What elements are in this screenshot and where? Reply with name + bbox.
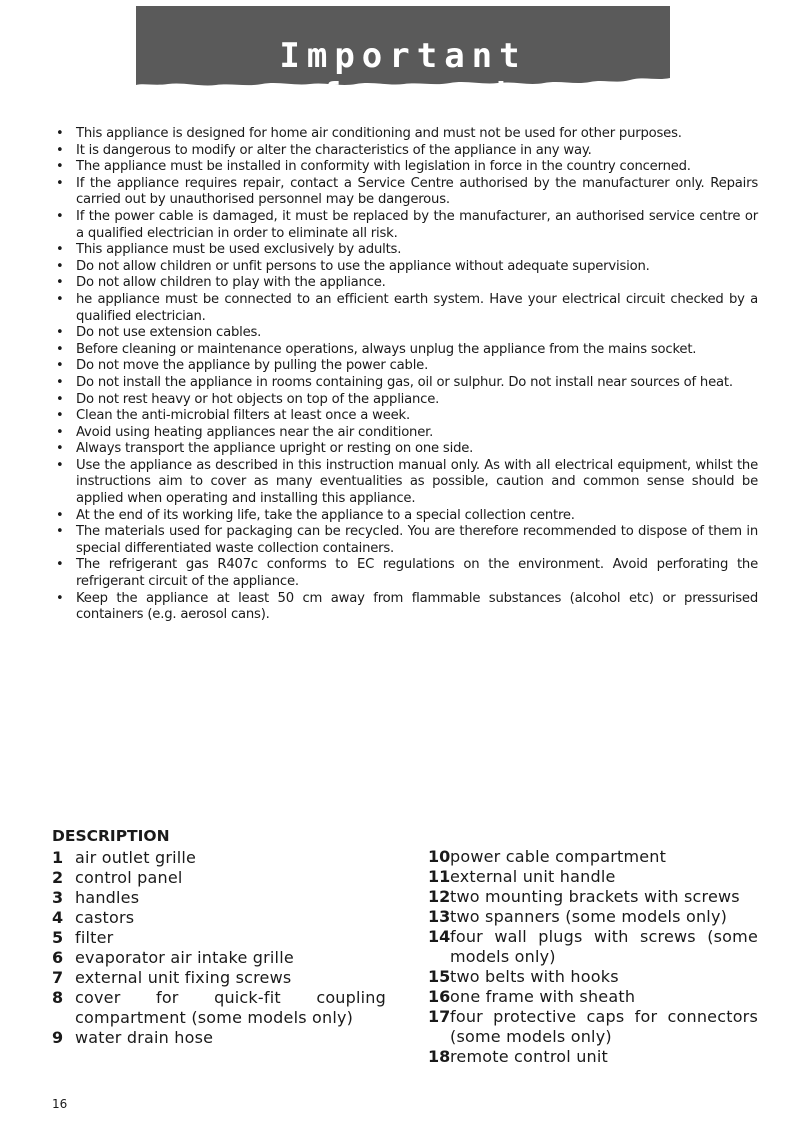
description-item [52, 948, 386, 968]
item-label: two spanners (some models only) [450, 907, 728, 926]
page-title: Important safeguards [265, 36, 541, 116]
item-number: 10 [428, 847, 451, 866]
item-number: 13 [428, 907, 451, 926]
safeguard-item: • The materials used for packaging can be recycled. You are therefore recommended to dispose of them in special differentiated waste collection containers. [52, 524, 758, 557]
safeguard-item: • This appliance is designed for home air conditioning and must not be used for other purposes. [52, 126, 758, 143]
item-number: 6 [52, 948, 64, 967]
item-label: castors [75, 908, 135, 927]
safeguard-item: • Keep the appliance at least 50 cm away from flammable substances (alcohol etc) or pressurised containers (e.g. aerosol cans). [52, 591, 758, 624]
description-item [52, 988, 386, 1028]
description-item [428, 927, 758, 967]
item-label: filter [75, 928, 114, 947]
item-label: two belts with hooks [450, 967, 619, 986]
item-number: 14 [428, 927, 451, 946]
safeguard-item: • The appliance must be installed in conformity with legislation in force in the country concerned. [52, 159, 758, 176]
item-number: 17 [428, 1007, 451, 1026]
description-item [52, 1028, 386, 1048]
item-number: 5 [52, 928, 64, 947]
item-number: 11 [428, 867, 451, 886]
description-item [428, 847, 758, 867]
item-label: power cable compartment [450, 847, 667, 866]
item-label: external unit handle [450, 867, 616, 886]
item-number: 12 [428, 887, 451, 906]
safeguard-item: • Do not allow children or unfit persons to use the appliance without adequate supervision. [52, 259, 758, 276]
description-list-left [52, 848, 386, 1048]
description-item [428, 1047, 758, 1067]
item-number: 4 [52, 908, 64, 927]
item-number: 3 [52, 888, 64, 907]
description-heading: DESCRIPTION [52, 827, 170, 845]
item-label: remote control unit [450, 1047, 608, 1066]
safeguard-item: • Avoid using heating appliances near the air conditioner. [52, 425, 758, 442]
item-label: four wall plugs with screws (some models only) [450, 927, 758, 966]
item-number: 16 [428, 987, 451, 1006]
safeguard-item: • Do not rest heavy or hot objects on top of the appliance. [52, 392, 758, 409]
item-label: four protective caps for connectors (some models only) [450, 1007, 758, 1046]
safeguard-item: • Always transport the appliance upright or resting on one side. [52, 441, 758, 458]
item-number: 8 [52, 988, 64, 1007]
item-label: external unit fixing screws [75, 968, 292, 987]
item-number: 1 [52, 848, 64, 867]
description-item [428, 907, 758, 927]
description-item [428, 887, 758, 907]
description-item [52, 868, 386, 888]
safeguard-item: • Do not install the appliance in rooms containing gas, oil or sulphur. Do not install near sources of heat. [52, 375, 758, 392]
description-item [428, 1007, 758, 1047]
safeguard-item: • Do not use extension cables. [52, 325, 758, 342]
safeguard-item: • At the end of its working life, take the appliance to a special collection centre. [52, 508, 758, 525]
safeguard-item: • It is dangerous to modify or alter the characteristics of the appliance in any way. [52, 143, 758, 160]
description-list-right [428, 847, 758, 1067]
item-label: control panel [75, 868, 183, 887]
description-item [52, 888, 386, 908]
item-label: water drain hose [75, 1028, 214, 1047]
description-item [428, 987, 758, 1007]
safeguard-item: • The refrigerant gas R407c conforms to EC regulations on the environment. Avoid perforating the refrigerant circuit of the appliance. [52, 557, 758, 590]
safeguard-item: • This appliance must be used exclusively by adults. [52, 242, 758, 259]
safeguards-list [52, 126, 758, 624]
safeguard-item: • If the appliance requires repair, contact a Service Centre authorised by the manufacturer only. Repairs carried out by unauthorised personnel may be dangerous. [52, 176, 758, 209]
safeguard-item: • Use the appliance as described in this instruction manual only. As with all electrical equipment, whilst the instructions aim to cover as many eventualities as possible, caution and common sense should be applied when operating and installing this appliance. [52, 458, 758, 508]
title-banner [136, 6, 670, 116]
description-item [428, 967, 758, 987]
description-item [52, 908, 386, 928]
item-number: 7 [52, 968, 64, 987]
description-item [428, 867, 758, 887]
safeguard-item: • If the power cable is damaged, it must be replaced by the manufacturer, an authorised service centre or a qualified electrician in order to eliminate all risk. [52, 209, 758, 242]
item-label: air outlet grille [75, 848, 197, 867]
description-item [52, 848, 386, 868]
safeguard-item: • Before cleaning or maintenance operations, always unplug the appliance from the mains socket. [52, 342, 758, 359]
item-label: evaporator air intake grille [75, 948, 294, 967]
description-item [52, 968, 386, 988]
safeguard-item: • he appliance must be connected to an efficient earth system. Have your electrical circuit checked by a qualified electrician. [52, 292, 758, 325]
item-label: two mounting brackets with screws [450, 887, 740, 906]
description-item [52, 928, 386, 948]
item-number: 2 [52, 868, 64, 887]
safeguard-item: • Do not move the appliance by pulling the power cable. [52, 358, 758, 375]
item-label: one frame with sheath [450, 987, 636, 1006]
item-number: 18 [428, 1047, 451, 1066]
item-number: 15 [428, 967, 451, 986]
item-number: 9 [52, 1028, 64, 1047]
item-label: cover for quick-fit coupling compartment (some models only) [75, 988, 386, 1027]
safeguard-item: • Clean the anti-microbial filters at least once a week. [52, 408, 758, 425]
item-label: handles [75, 888, 140, 907]
page-number: 16 [52, 1097, 68, 1111]
safeguard-item: • Do not allow children to play with the appliance. [52, 275, 758, 292]
